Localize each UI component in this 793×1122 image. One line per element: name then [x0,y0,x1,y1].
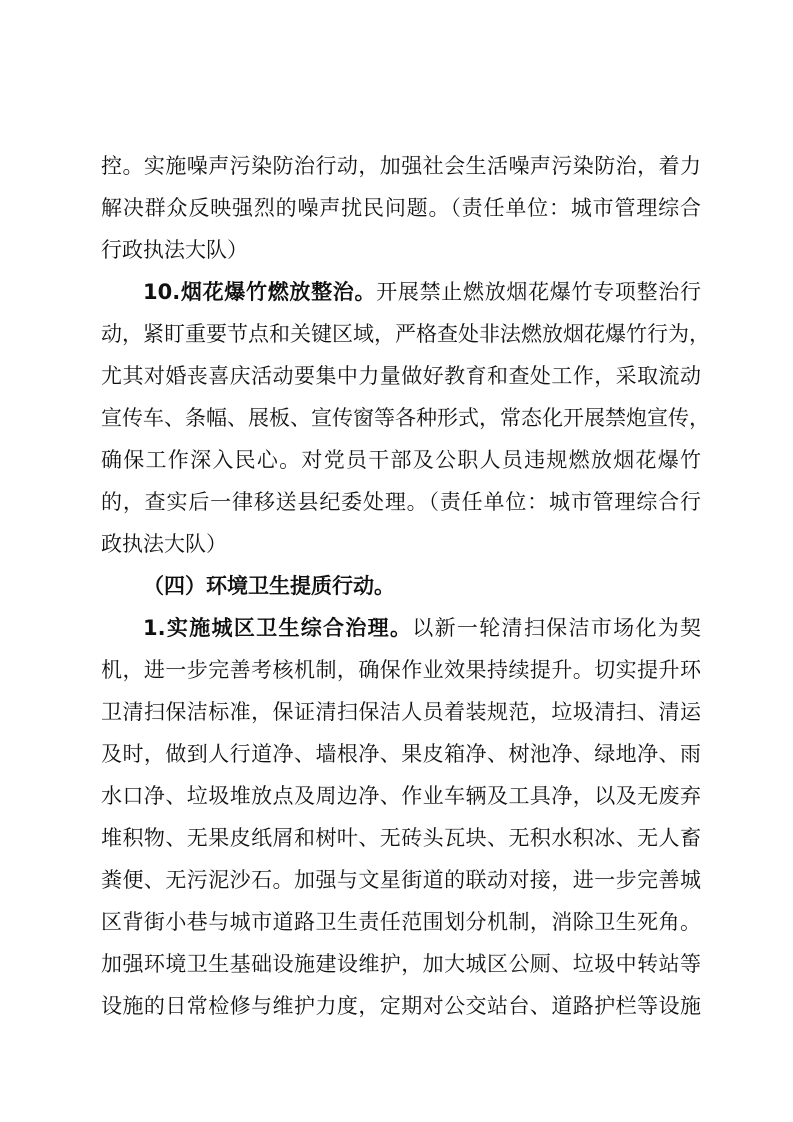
text-line: 尤其对婚丧喜庆活动要集中力量做好教育和查处工作，采取流动 [101,364,701,388]
paragraph-first-line [143,272,701,312]
text-line: 及时，做到人行道净、墙根净、果皮箱净、树池净、绿地净、雨 [101,742,701,766]
section-heading: （四）环境卫生提质行动。 [143,574,395,598]
item-heading: 10.烟花爆竹燃放整治。 [143,280,377,304]
text-line: 确保工作深入民心。对党员干部及公职人员违规燃放烟花爆竹 [101,448,701,472]
text-line: 行政执法大队） [101,238,248,262]
text-span: 开展禁止燃放烟花爆竹专项整治行 [376,280,702,304]
text-line: 设施的日常检修与维护力度，定期对公交站台、道路护栏等设施 [101,994,701,1018]
text-line: 粪便、无污泥沙石。加强与文星街道的联动对接，进一步完善城 [101,868,701,892]
text-line: 区背街小巷与城市道路卫生责任范围划分机制，消除卫生死角。 [101,910,701,934]
text-line: 解决群众反映强烈的噪声扰民问题。（责任单位：城市管理综合 [101,196,701,220]
text-line: 的，查实后一律移送县纪委处理。（责任单位：城市管理综合行 [101,490,701,514]
text-line: 机，进一步完善考核机制，确保作业效果持续提升。切实提升环 [101,658,701,682]
text-line: 水口净、垃圾堆放点及周边净、作业车辆及工具净，以及无废弃 [101,784,701,808]
text-span: 以新一轮清扫保洁市场化为契 [412,616,701,640]
text-line: 堆积物、无果皮纸屑和树叶、无砖头瓦块、无积水积冰、无人畜 [101,826,701,850]
text-line: 加强环境卫生基础设施建设维护，加大城区公厕、垃圾中转站等 [101,952,701,976]
text-line: 宣传车、条幅、展板、宣传窗等各种形式，常态化开展禁炮宣传， [101,406,710,430]
item-heading: 1.实施城区卫生综合治理。 [143,616,413,640]
text-line: 政执法大队） [101,532,227,556]
text-line: 卫清扫保洁标准，保证清扫保洁人员着装规范，垃圾清扫、清运 [101,700,701,724]
text-line: 动，紧盯重要节点和关键区域，严格查处非法燃放烟花爆竹行为， [101,322,710,346]
text-line: 控。实施噪声污染防治行动，加强社会生活噪声污染防治，着力 [101,154,701,178]
paragraph-first-line [143,608,701,648]
